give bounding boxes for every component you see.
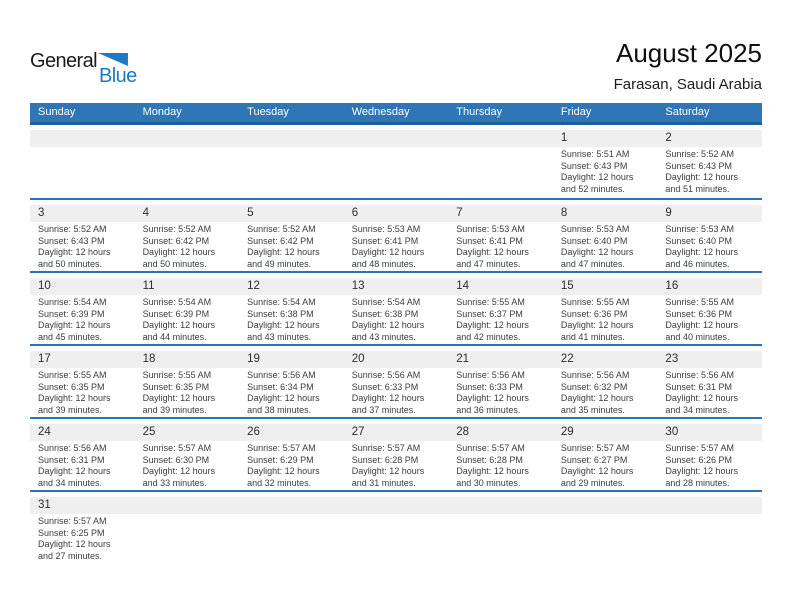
week-row	[30, 125, 762, 198]
day-number: 30	[657, 424, 762, 441]
day-cell	[553, 278, 658, 344]
day-number: 4	[135, 205, 240, 222]
day-cell	[344, 130, 449, 198]
day-number: 18	[135, 351, 240, 368]
weekday-header: Tuesday	[247, 106, 289, 118]
day-number	[30, 130, 135, 147]
day-number: 15	[553, 278, 658, 295]
sunrise-text: Sunrise: 5:57 AM	[665, 443, 734, 453]
daylight-text: Daylight: 12 hours and 27 minutes.	[38, 539, 111, 561]
daylight-text: Daylight: 12 hours and 43 minutes.	[247, 320, 320, 342]
weekday-header: Friday	[560, 106, 592, 118]
sunrise-text: Sunrise: 5:53 AM	[456, 224, 525, 234]
sunset-text: Sunset: 6:43 PM	[560, 160, 628, 171]
day-number: 20	[344, 351, 449, 368]
day-number: 2	[657, 130, 762, 147]
sunset-text: Sunset: 6:41 PM	[351, 235, 419, 246]
day-cell	[239, 278, 344, 344]
day-cell	[239, 351, 344, 417]
daylight-text: Daylight: 12 hours and 39 minutes.	[38, 393, 111, 415]
sunrise-text: Sunrise: 5:57 AM	[247, 443, 316, 453]
day-number	[448, 497, 553, 514]
sunrise-text: Sunrise: 5:55 AM	[560, 297, 630, 307]
day-number: 9	[657, 205, 762, 222]
sunset-text: Sunset: 6:39 PM	[38, 308, 105, 319]
week-row	[30, 271, 762, 344]
sunrise-text: Sunrise: 5:56 AM	[456, 370, 525, 380]
sunset-text: Sunset: 6:32 PM	[560, 381, 628, 392]
day-number	[344, 497, 449, 514]
day-number: 14	[448, 278, 553, 295]
weekday-header: Monday	[142, 106, 182, 118]
daylight-text: Daylight: 12 hours and 38 minutes.	[247, 393, 320, 415]
sunset-text: Sunset: 6:38 PM	[351, 308, 419, 319]
location-subtitle: Farasan, Saudi Arabia	[613, 76, 762, 93]
daylight-text: Daylight: 12 hours and 45 minutes.	[38, 320, 111, 342]
daylight-text: Daylight: 12 hours and 34 minutes.	[665, 393, 738, 415]
day-cell	[657, 351, 762, 417]
sunset-text: Sunset: 6:35 PM	[38, 381, 105, 392]
sunset-text: Sunset: 6:35 PM	[142, 381, 210, 392]
day-cell	[448, 205, 553, 271]
logo-word-blue: Blue	[99, 65, 137, 87]
week-row	[30, 198, 762, 271]
day-number	[239, 497, 344, 514]
day-cell	[448, 130, 553, 198]
day-number: 6	[344, 205, 449, 222]
sunset-text: Sunset: 6:43 PM	[665, 160, 732, 171]
page-header	[30, 0, 762, 103]
weekday-header: Wednesday	[351, 106, 410, 118]
day-number: 13	[344, 278, 449, 295]
sunrise-text: Sunrise: 5:54 AM	[247, 297, 316, 307]
day-number	[448, 130, 553, 147]
general-blue-logo	[30, 50, 170, 87]
day-cell	[30, 424, 135, 490]
daylight-text: Daylight: 12 hours and 32 minutes.	[247, 466, 320, 488]
daylight-text: Daylight: 12 hours and 47 minutes.	[456, 247, 529, 269]
sunrise-text: Sunrise: 5:54 AM	[38, 297, 107, 307]
day-cell	[135, 278, 240, 344]
sunrise-text: Sunrise: 5:57 AM	[560, 443, 630, 453]
day-number	[135, 497, 240, 514]
weekday-header: Sunday	[38, 106, 76, 118]
daylight-text: Daylight: 12 hours and 28 minutes.	[665, 466, 738, 488]
day-number: 22	[553, 351, 658, 368]
day-number: 16	[657, 278, 762, 295]
day-number: 23	[657, 351, 762, 368]
sunrise-text: Sunrise: 5:52 AM	[247, 224, 316, 234]
sunset-text: Sunset: 6:25 PM	[38, 527, 105, 538]
day-number: 28	[448, 424, 553, 441]
day-cell	[135, 205, 240, 271]
day-number	[135, 130, 240, 147]
sunset-text: Sunset: 6:34 PM	[247, 381, 314, 392]
sunset-text: Sunset: 6:41 PM	[456, 235, 523, 246]
day-cell	[239, 424, 344, 490]
sunrise-text: Sunrise: 5:55 AM	[142, 370, 212, 380]
daylight-text: Daylight: 12 hours and 46 minutes.	[665, 247, 738, 269]
day-cell	[344, 205, 449, 271]
daylight-text: Daylight: 12 hours and 31 minutes.	[351, 466, 425, 488]
day-cell	[344, 351, 449, 417]
day-cell	[135, 424, 240, 490]
daylight-text: Daylight: 12 hours and 49 minutes.	[247, 247, 320, 269]
daylight-text: Daylight: 12 hours and 52 minutes.	[560, 172, 634, 194]
daylight-text: Daylight: 12 hours and 48 minutes.	[351, 247, 425, 269]
sunrise-text: Sunrise: 5:55 AM	[456, 297, 525, 307]
sunset-text: Sunset: 6:36 PM	[665, 308, 732, 319]
sunset-text: Sunset: 6:42 PM	[247, 235, 314, 246]
daylight-text: Daylight: 12 hours and 39 minutes.	[142, 393, 216, 415]
sunrise-text: Sunrise: 5:55 AM	[38, 370, 107, 380]
daylight-text: Daylight: 12 hours and 36 minutes.	[456, 393, 529, 415]
week-row	[30, 417, 762, 490]
day-cell	[657, 278, 762, 344]
day-cell	[553, 130, 658, 198]
daylight-text: Daylight: 12 hours and 51 minutes.	[665, 172, 738, 194]
week-row	[30, 344, 762, 417]
sunset-text: Sunset: 6:26 PM	[665, 454, 732, 465]
daylight-text: Daylight: 12 hours and 47 minutes.	[560, 247, 634, 269]
day-number: 5	[239, 205, 344, 222]
day-cell	[30, 130, 135, 198]
day-number: 24	[30, 424, 135, 441]
daylight-text: Daylight: 12 hours and 50 minutes.	[38, 247, 111, 269]
week-row	[30, 490, 762, 563]
daylight-text: Daylight: 12 hours and 43 minutes.	[351, 320, 425, 342]
day-cell	[135, 351, 240, 417]
sunrise-text: Sunrise: 5:55 AM	[665, 297, 734, 307]
sunset-text: Sunset: 6:29 PM	[247, 454, 314, 465]
day-number: 3	[30, 205, 135, 222]
weekday-header: Thursday	[456, 106, 503, 118]
sunset-text: Sunset: 6:33 PM	[351, 381, 419, 392]
day-number: 26	[239, 424, 344, 441]
day-number	[657, 497, 762, 514]
day-number: 31	[30, 497, 135, 514]
daylight-text: Daylight: 12 hours and 37 minutes.	[351, 393, 425, 415]
day-cell	[553, 497, 658, 563]
day-cell	[30, 351, 135, 417]
sunrise-text: Sunrise: 5:51 AM	[560, 149, 630, 159]
sunset-text: Sunset: 6:27 PM	[560, 454, 628, 465]
day-cell	[344, 278, 449, 344]
sunrise-text: Sunrise: 5:53 AM	[560, 224, 630, 234]
day-cell	[30, 278, 135, 344]
sunset-text: Sunset: 6:28 PM	[351, 454, 419, 465]
sunrise-text: Sunrise: 5:57 AM	[456, 443, 525, 453]
day-cell	[239, 497, 344, 563]
day-number: 17	[30, 351, 135, 368]
day-cell	[448, 278, 553, 344]
sunrise-text: Sunrise: 5:56 AM	[247, 370, 316, 380]
sunrise-text: Sunrise: 5:57 AM	[38, 516, 107, 526]
day-number: 8	[553, 205, 658, 222]
day-number: 10	[30, 278, 135, 295]
daylight-text: Daylight: 12 hours and 41 minutes.	[560, 320, 634, 342]
daylight-text: Daylight: 12 hours and 30 minutes.	[456, 466, 529, 488]
sunrise-text: Sunrise: 5:53 AM	[665, 224, 734, 234]
day-cell	[344, 497, 449, 563]
sunset-text: Sunset: 6:43 PM	[38, 235, 105, 246]
daylight-text: Daylight: 12 hours and 42 minutes.	[456, 320, 529, 342]
day-cell	[30, 205, 135, 271]
day-cell	[657, 205, 762, 271]
day-cell	[657, 497, 762, 563]
day-number: 29	[553, 424, 658, 441]
sunrise-text: Sunrise: 5:54 AM	[351, 297, 421, 307]
sunset-text: Sunset: 6:37 PM	[456, 308, 523, 319]
daylight-text: Daylight: 12 hours and 50 minutes.	[142, 247, 216, 269]
weekday-header-row	[30, 103, 762, 125]
logo-word-general: General	[30, 50, 97, 72]
day-cell	[135, 497, 240, 563]
day-cell	[239, 130, 344, 198]
day-number: 19	[239, 351, 344, 368]
day-number	[239, 130, 344, 147]
day-cell	[344, 424, 449, 490]
calendar-body	[30, 125, 762, 563]
day-cell	[657, 424, 762, 490]
page-title: August 2025	[615, 38, 762, 68]
sunrise-text: Sunrise: 5:56 AM	[665, 370, 734, 380]
day-number: 25	[135, 424, 240, 441]
day-cell	[553, 205, 658, 271]
sunset-text: Sunset: 6:31 PM	[38, 454, 105, 465]
sunset-text: Sunset: 6:40 PM	[665, 235, 732, 246]
day-cell	[30, 497, 135, 563]
daylight-text: Daylight: 12 hours and 34 minutes.	[38, 466, 111, 488]
day-number	[553, 497, 658, 514]
day-cell	[448, 424, 553, 490]
sunrise-text: Sunrise: 5:57 AM	[142, 443, 212, 453]
day-number: 21	[448, 351, 553, 368]
daylight-text: Daylight: 12 hours and 33 minutes.	[142, 466, 216, 488]
sunset-text: Sunset: 6:33 PM	[456, 381, 523, 392]
daylight-text: Daylight: 12 hours and 44 minutes.	[142, 320, 216, 342]
day-cell	[239, 205, 344, 271]
day-cell	[657, 130, 762, 198]
sunrise-text: Sunrise: 5:56 AM	[560, 370, 630, 380]
sunset-text: Sunset: 6:40 PM	[560, 235, 628, 246]
weekday-header: Saturday	[665, 106, 710, 118]
sunrise-text: Sunrise: 5:53 AM	[351, 224, 421, 234]
daylight-text: Daylight: 12 hours and 40 minutes.	[665, 320, 738, 342]
day-number: 7	[448, 205, 553, 222]
day-cell	[448, 497, 553, 563]
sunset-text: Sunset: 6:31 PM	[665, 381, 732, 392]
sunrise-text: Sunrise: 5:56 AM	[351, 370, 421, 380]
sunrise-text: Sunrise: 5:52 AM	[665, 149, 734, 159]
day-number: 11	[135, 278, 240, 295]
day-number: 12	[239, 278, 344, 295]
day-cell	[135, 130, 240, 198]
sunset-text: Sunset: 6:28 PM	[456, 454, 523, 465]
day-number	[344, 130, 449, 147]
sunset-text: Sunset: 6:42 PM	[142, 235, 210, 246]
sunset-text: Sunset: 6:38 PM	[247, 308, 314, 319]
sunset-text: Sunset: 6:36 PM	[560, 308, 628, 319]
day-number: 1	[553, 130, 658, 147]
day-number: 27	[344, 424, 449, 441]
daylight-text: Daylight: 12 hours and 35 minutes.	[560, 393, 634, 415]
sunrise-text: Sunrise: 5:52 AM	[38, 224, 107, 234]
day-cell	[553, 351, 658, 417]
day-cell	[553, 424, 658, 490]
sunrise-text: Sunrise: 5:56 AM	[38, 443, 107, 453]
sunrise-text: Sunrise: 5:54 AM	[142, 297, 212, 307]
sunset-text: Sunset: 6:39 PM	[142, 308, 210, 319]
sunrise-text: Sunrise: 5:52 AM	[142, 224, 212, 234]
sunset-text: Sunset: 6:30 PM	[142, 454, 210, 465]
calendar-table	[30, 103, 762, 563]
sunrise-text: Sunrise: 5:57 AM	[351, 443, 421, 453]
day-cell	[448, 351, 553, 417]
daylight-text: Daylight: 12 hours and 29 minutes.	[560, 466, 634, 488]
